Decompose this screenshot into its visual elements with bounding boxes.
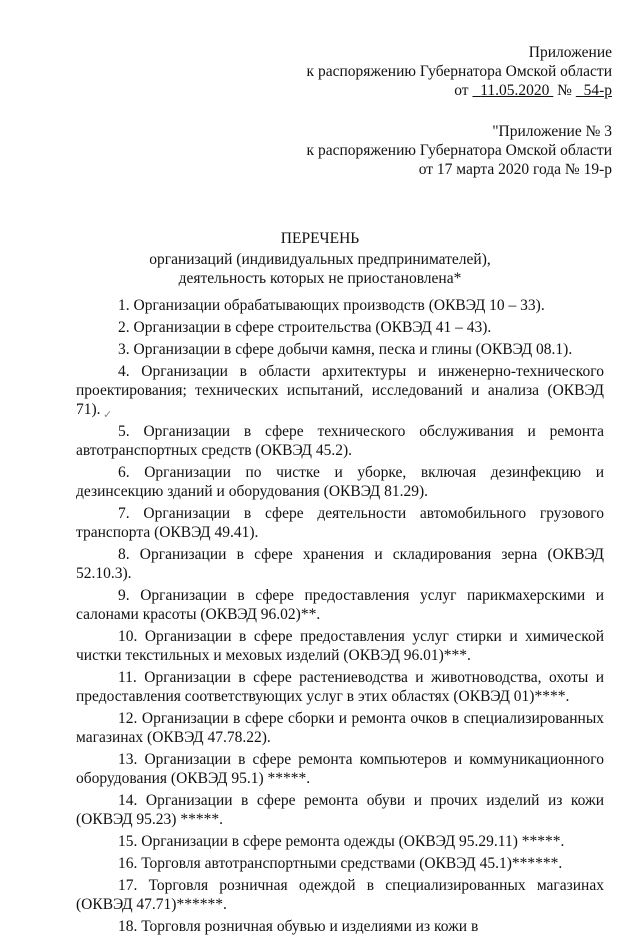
list-subtitle-1: организаций (индивидуальных предпринимателей), [149, 251, 491, 268]
list-item: 6. Организации по чистке и уборке, включая дезинфекцию и дезинсекцию зданий и оборудования (ОКВЭД 81.29). [76, 464, 604, 500]
appendix-number: 54-р [583, 82, 612, 99]
list-item: 5. Организации в сфере технического обслуживания и ремонта автотранспортных средств (ОКВЭД 45.2). [76, 423, 604, 459]
appendix3-order-ref: к распоряжению Губернатора Омской области [306, 142, 612, 159]
list-item: 2. Организации в сфере строительства (ОКВЭД 41 – 43). [118, 319, 492, 336]
appendix-header [307, 43, 612, 100]
appendix-date-line [307, 81, 612, 100]
appendix-date-prefix: от [454, 82, 469, 99]
organizations-list [76, 296, 604, 939]
list-item: 17. Торговля розничная одеждой в специализированных магазинах (ОКВЭД 47.71)******. [76, 877, 604, 913]
list-item: 14. Организации в сфере ремонта обуви и прочих изделий из кожи (ОКВЭД 95.23) *****. [76, 792, 604, 828]
appendix-num-sign: № [557, 82, 572, 99]
list-item: 8. Организации в сфере хранения и складирования зерна (ОКВЭД 52.10.3). [76, 546, 604, 582]
pen-mark-icon: ✓ [103, 409, 113, 421]
list-item: 11. Организации в сфере растениеводства и животноводства, охоты и предоставления соответствующих услуг в этих областях (ОКВЭД 01)****. [76, 669, 604, 705]
list-item: 18. Торговля розничная обувью и изделиями из кожи в [118, 918, 479, 935]
list-item: 3. Организации в сфере добычи камня, песка и глины (ОКВЭД 08.1). [118, 341, 573, 358]
list-item: 13. Организации в сфере ремонта компьютеров и коммуникационного оборудования (ОКВЭД 95.1) *****. [76, 751, 604, 787]
appendix3-date-line: от 17 марта 2020 года № 19-р [418, 161, 612, 178]
appendix3-header [307, 122, 612, 179]
list-item: 7. Организации в сфере деятельности автомобильного грузового транспорта (ОКВЭД 49.41). [76, 505, 604, 541]
list-item: 1. Организации обрабатывающих производств (ОКВЭД 10 – 33). [118, 297, 545, 314]
appendix-title: Приложение [528, 44, 612, 61]
list-item: 4. Организации в области архитектуры и инженерно-технического проектирования; технических испытаний, исследований и анализа (ОКВЭД 71). [76, 363, 604, 418]
list-subtitle-2: деятельность которых не приостановлена* [178, 270, 462, 287]
list-item: 10. Организации в сфере предоставления услуг стирки и химической чистки текстильных и меховых изделий (ОКВЭД 96.01)***. [76, 628, 604, 664]
appendix3-title: "Приложение № 3 [492, 123, 612, 140]
list-heading [0, 229, 640, 288]
list-item: 9. Организации в сфере предоставления услуг парикмахерскими и салонами красоты (ОКВЭД 96.02)**. [76, 587, 604, 623]
list-item: 12. Организации в сфере сборки и ремонта очков в специализированных магазинах (ОКВЭД 47.78.22). [76, 710, 604, 746]
appendix-date: 11.05.2020 [480, 82, 550, 99]
list-title: ПЕРЕЧЕНЬ [280, 230, 360, 247]
list-item: 15. Организации в сфере ремонта одежды (ОКВЭД 95.29.11) *****. [118, 833, 565, 850]
list-item: 16. Торговля автотранспортными средствами (ОКВЭД 45.1)******. [118, 855, 563, 872]
appendix-order-ref: к распоряжению Губернатора Омской области [306, 63, 612, 80]
